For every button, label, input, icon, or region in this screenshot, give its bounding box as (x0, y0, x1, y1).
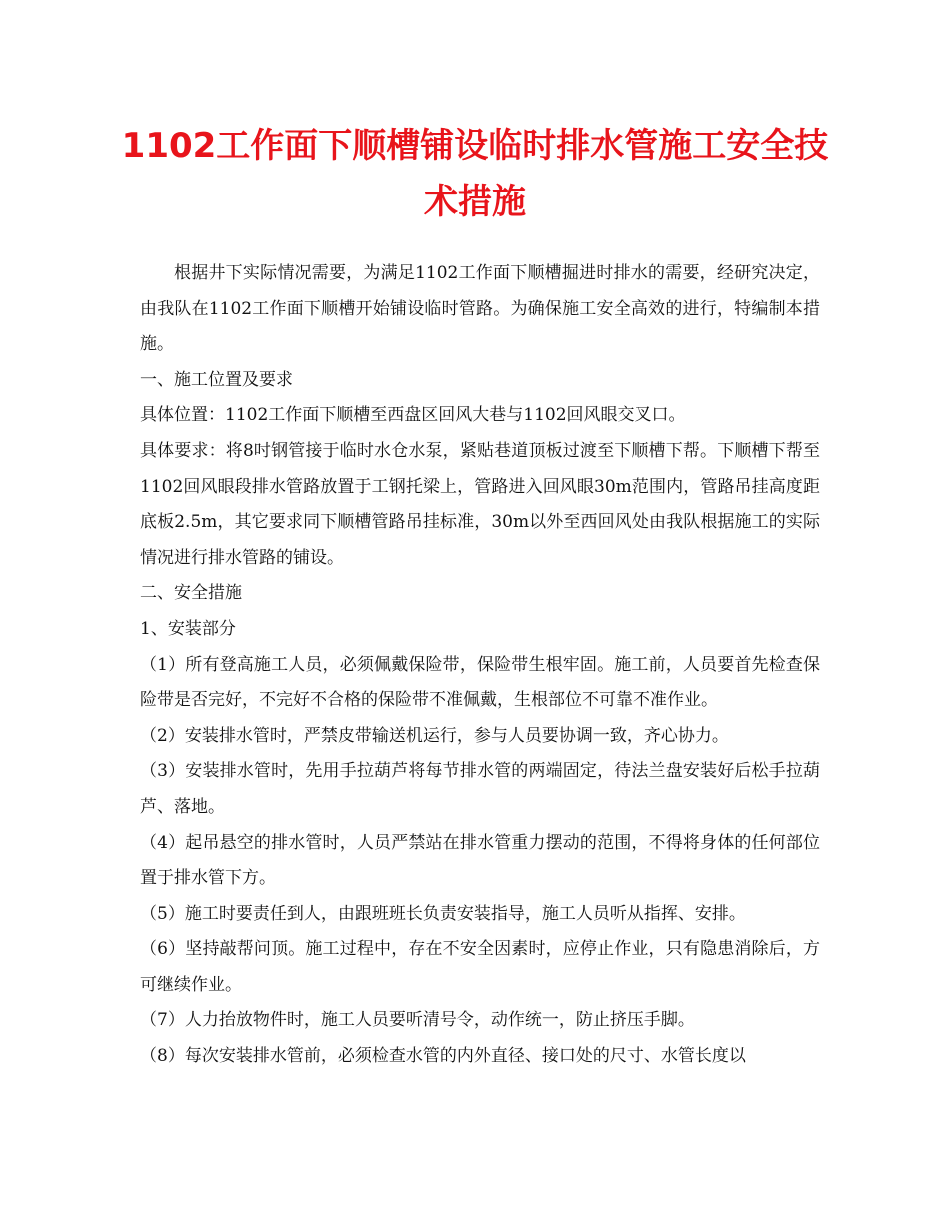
document-title: 1102工作面下顺槽铺设临时排水管施工安全技术措施 (121, 126, 829, 222)
list-item: （5）施工时要责任到人，由跟班班长负责安装指导，施工人员听从指挥、安排。 (140, 903, 746, 924)
specific-requirements-paragraph: 具体要求：将8吋钢管接于临时水仓水泵，紧贴巷道顶板过渡至下顺槽下帮。下顺槽下帮至1102回风眼段排水管路放置于工钢托梁上，管路进入回风眼30m范围内，管路吊挂高度距底板2.5m，其它要求同下顺槽管路吊挂标准，30m以外至西回风处由我队根据施工的实际情况进行排水管路的铺设。 (140, 440, 820, 568)
list-item: （2）安装排水管时，严禁皮带输送机运行，参与人员要协调一致，齐心协力。 (140, 725, 729, 746)
intro-paragraph: 根据井下实际情况需要，为满足1102工作面下顺槽掘进时排水的需要，经研究决定，由我队在1102工作面下顺槽开始铺设临时管路。为确保施工安全高效的进行，特编制本措施。 (140, 263, 820, 355)
document-body (140, 256, 820, 1075)
list-item: （6）坚持敲帮问顶。施工过程中，存在不安全因素时，应停止作业，只有隐患消除后，方可继续作业。 (140, 939, 820, 995)
subsection-heading-installation: 1、安装部分 (140, 618, 236, 639)
section-heading-safety-measures: 二、安全措施 (140, 583, 242, 604)
specific-location-paragraph: 具体位置：1102工作面下顺槽至西盘区回风大巷与1102回风眼交叉口。 (140, 405, 686, 426)
list-item: （1）所有登高施工人员，必须佩戴保险带，保险带生根牢固。施工前，人员要首先检查保险带是否完好，不完好不合格的保险带不准佩戴，生根部位不可靠不准作业。 (140, 654, 820, 711)
list-item: （7）人力抬放物件时，施工人员要听清号令，动作统一，防止挤压手脚。 (140, 1010, 695, 1031)
list-item: （3）安装排水管时，先用手拉葫芦将每节排水管的两端固定，待法兰盘安装好后松手拉葫芦、落地。 (140, 761, 820, 817)
section-heading-construction-location: 一、施工位置及要求 (140, 369, 293, 390)
list-item: （8）每次安装排水管前，必须检查水管的内外直径、接口处的尺寸、水管长度以 (140, 1046, 746, 1067)
list-item: （4）起吊悬空的排水管时，人员严禁站在排水管重力摆动的范围，不得将身体的任何部位置于排水管下方。 (140, 832, 820, 889)
